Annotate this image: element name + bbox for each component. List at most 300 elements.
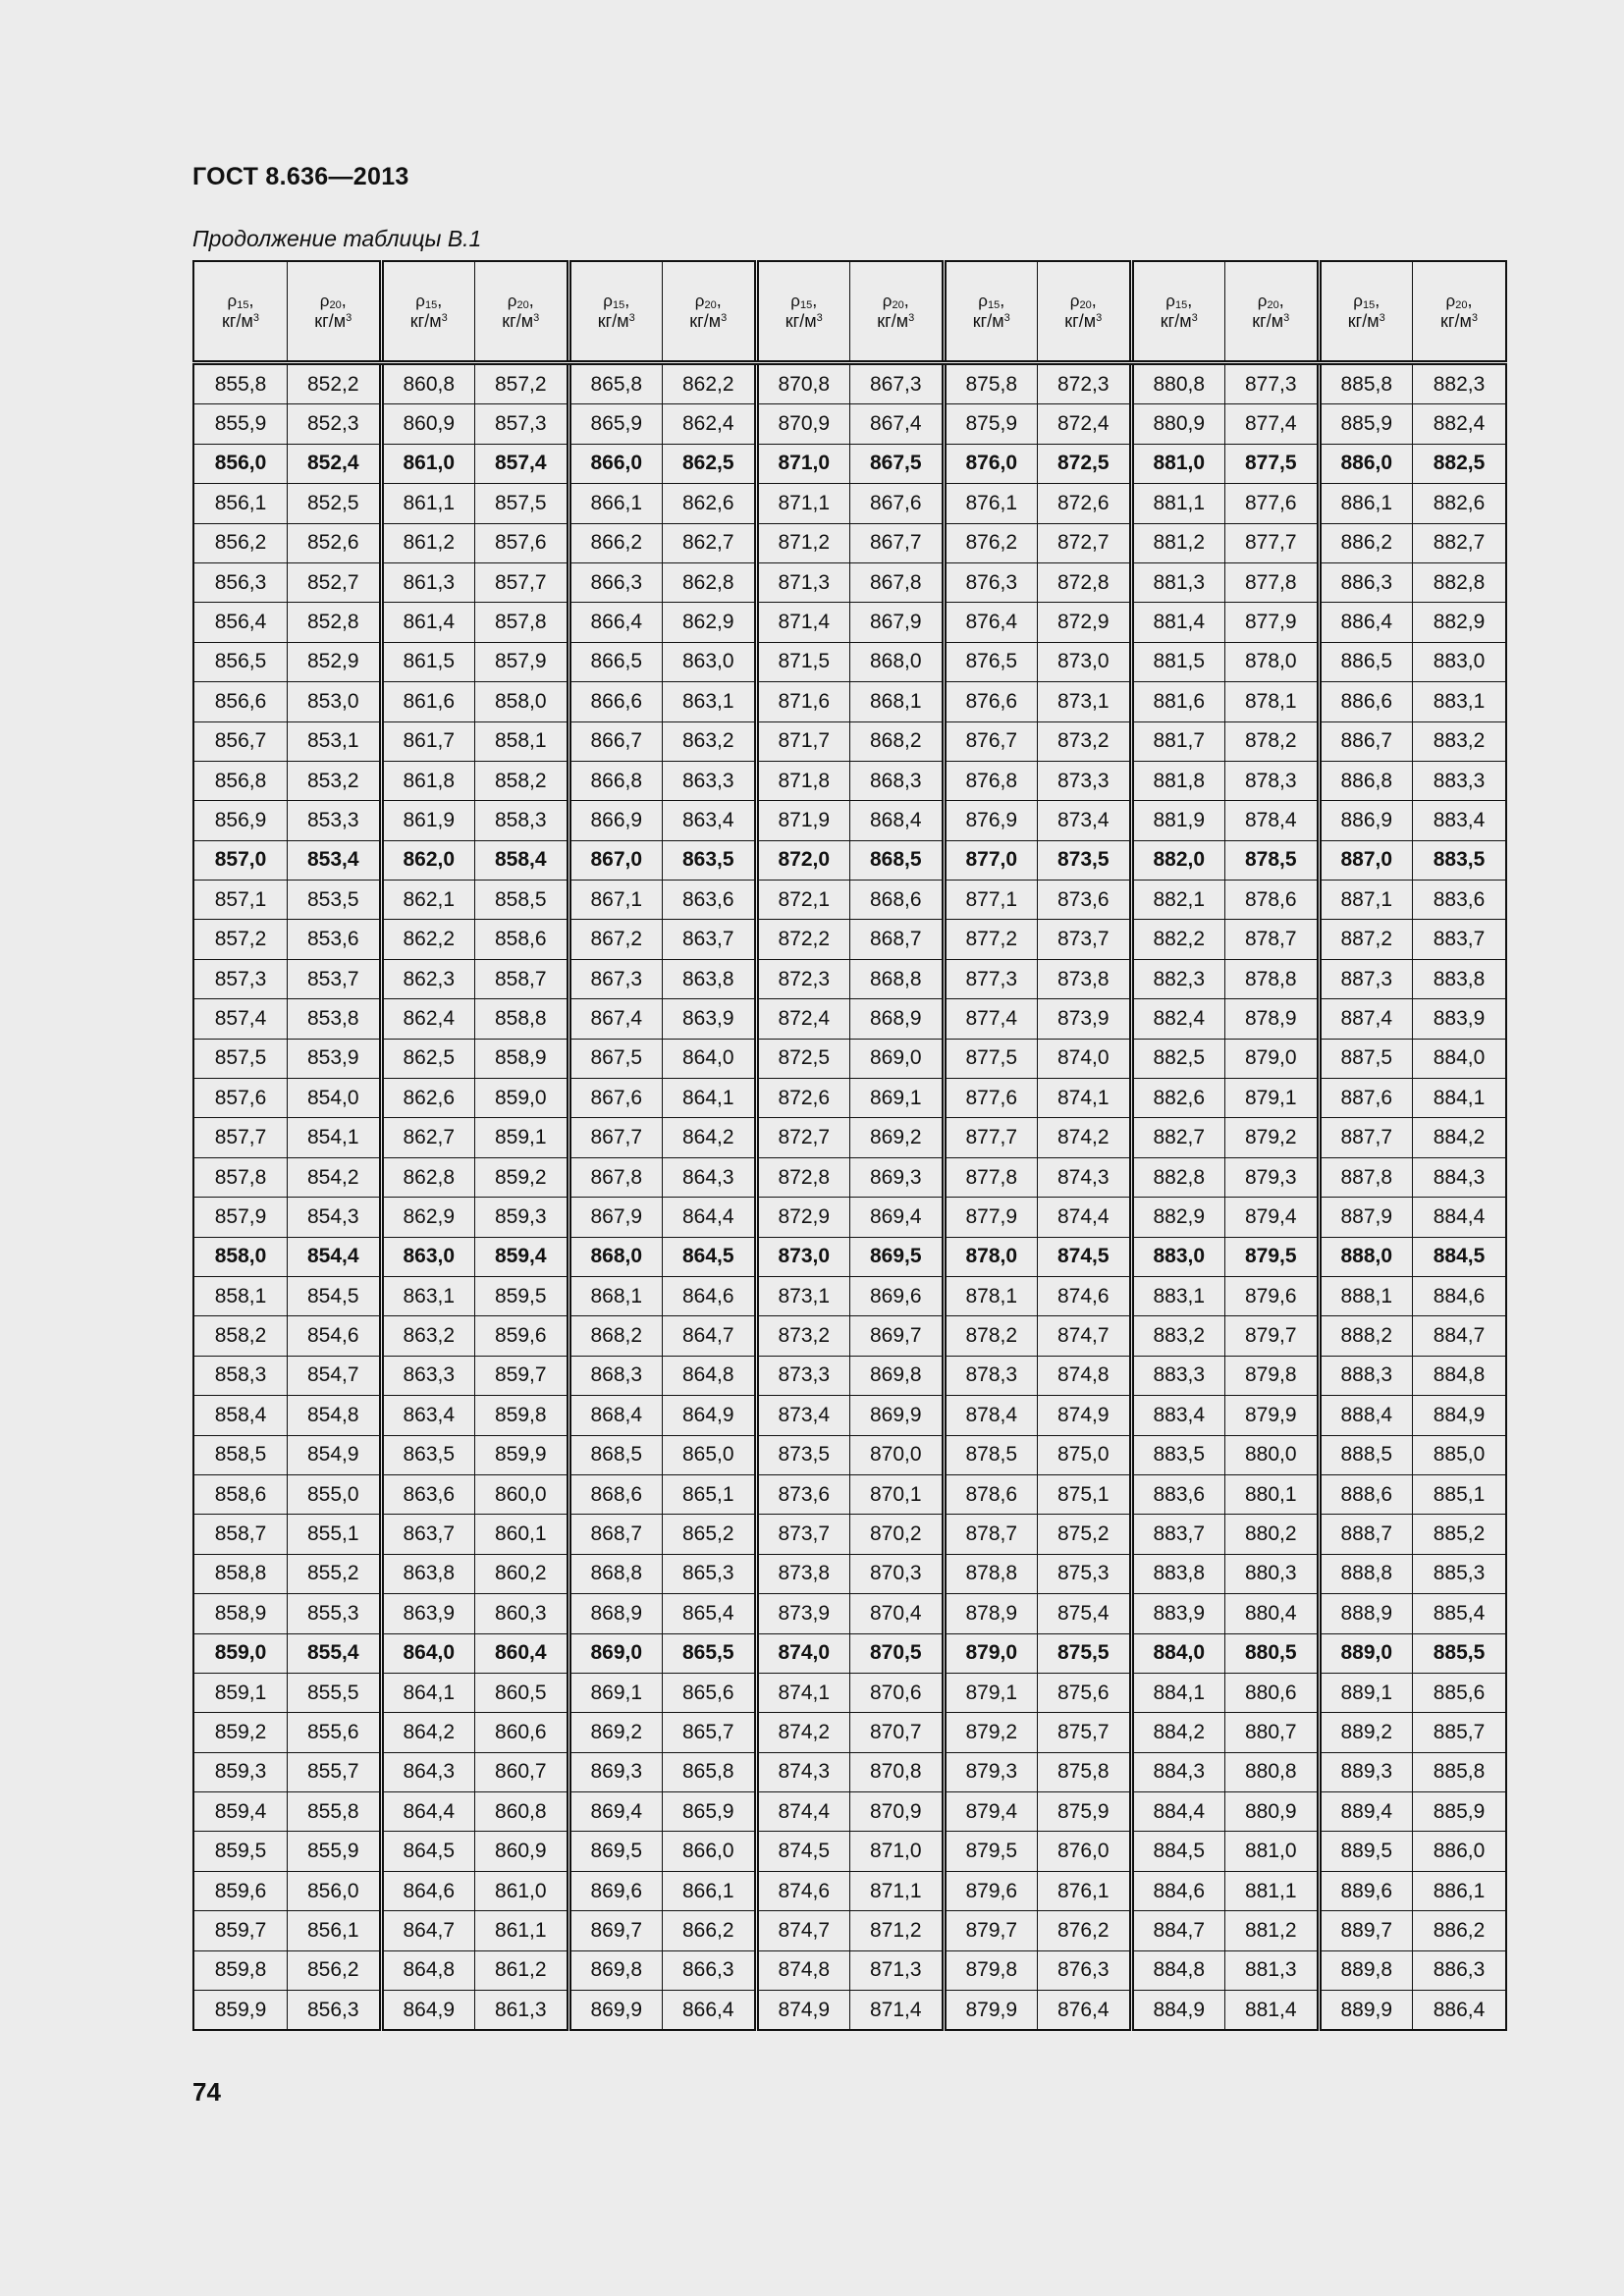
density-15-cell: 878,2 [944,1316,1038,1356]
density-15-cell: 869,0 [568,1633,663,1673]
density-20-cell: 885,3 [1413,1554,1507,1593]
density-15-cell: 879,5 [944,1832,1038,1871]
density-15-cell: 871,4 [756,603,850,642]
density-15-cell: 877,2 [944,920,1038,959]
density-20-cell: 878,6 [1225,881,1320,920]
density-20-cell: 883,1 [1413,682,1507,721]
density-20-cell: 861,3 [475,1991,569,2031]
density-20-cell: 877,8 [1225,562,1320,602]
unit-exponent: 3 [441,312,448,325]
density-20-cell: 862,4 [663,404,757,444]
density-20-cell: 859,1 [475,1118,569,1157]
density-15-cell: 872,3 [756,959,850,998]
density-15-cell: 876,3 [944,562,1038,602]
rho-symbol: ρ [978,291,988,310]
density-15-cell: 869,8 [568,1950,663,1990]
density-20-cell: 853,2 [288,761,382,800]
density-15-cell: 873,4 [756,1396,850,1435]
density-15-cell: 866,6 [568,682,663,721]
density-20-cell: 870,0 [850,1435,945,1474]
density-15-cell: 876,2 [944,523,1038,562]
density-15-cell: 862,8 [381,1157,475,1197]
density-20-cell: 859,9 [475,1435,569,1474]
density-20-cell: 882,8 [1413,562,1507,602]
density-15-cell: 871,7 [756,721,850,761]
rho-subscript: 20 [1267,298,1279,311]
density-20-cell: 870,9 [850,1792,945,1832]
density-15-cell: 859,6 [193,1871,288,1910]
density-20-cell: 862,8 [663,562,757,602]
density-15-cell: 884,9 [1131,1991,1225,2031]
density-15-cell: 856,4 [193,603,288,642]
density-20-cell: 855,4 [288,1633,382,1673]
density-15-cell: 860,8 [381,363,475,404]
density-20-cell: 870,4 [850,1594,945,1633]
density-15-cell: 884,5 [1131,1832,1225,1871]
rho-symbol: ρ [694,291,705,310]
density-15-cell: 871,6 [756,682,850,721]
density-15-cell: 867,0 [568,840,663,880]
density-20-cell: 865,6 [663,1673,757,1712]
density-20-cell: 879,9 [1225,1396,1320,1435]
density-20-cell: 863,5 [663,840,757,880]
density-15-cell: 858,1 [193,1276,288,1315]
density-20-cell: 880,9 [1225,1792,1320,1832]
density-15-cell: 858,8 [193,1554,288,1593]
density-20-cell: 886,4 [1413,1991,1507,2031]
table-row [193,1157,1506,1197]
density-15-cell: 889,1 [1319,1673,1413,1712]
density-15-cell: 886,1 [1319,484,1413,523]
density-20-cell: 857,2 [475,363,569,404]
density-15-cell: 872,4 [756,999,850,1039]
density-20-cell: 878,9 [1225,999,1320,1039]
table-row [193,1276,1506,1315]
density-15-cell: 863,3 [381,1356,475,1395]
density-20-cell: 869,3 [850,1157,945,1197]
unit-exponent: 3 [721,312,728,325]
density-15-cell: 887,0 [1319,840,1413,880]
density-15-cell: 882,3 [1131,959,1225,998]
density-15-cell: 889,5 [1319,1832,1413,1871]
density-20-cell: 874,7 [1038,1316,1132,1356]
unit-label: кг/м [597,311,629,332]
density-20-cell: 885,5 [1413,1633,1507,1673]
density-15-cell: 874,5 [756,1832,850,1871]
density-15-cell: 886,0 [1319,444,1413,483]
density-15-cell: 874,6 [756,1871,850,1910]
unit-label: кг/м [1064,311,1097,332]
density-20-cell: 874,3 [1038,1157,1132,1197]
density-15-cell: 873,7 [756,1515,850,1554]
density-20-cell: 880,6 [1225,1673,1320,1712]
density-20-cell: 864,8 [663,1356,757,1395]
density-15-cell: 870,8 [756,363,850,404]
density-15-cell: 859,0 [193,1633,288,1673]
density-15-cell: 882,4 [1131,999,1225,1039]
density-20-cell: 876,4 [1038,1991,1132,2031]
rho-subscript: 15 [612,298,625,311]
table-row [193,1039,1506,1078]
density-15-cell: 871,9 [756,801,850,840]
density-15-cell: 866,0 [568,444,663,483]
density-20-cell: 868,4 [850,801,945,840]
density-20-cell: 885,4 [1413,1594,1507,1633]
density-20-cell: 885,1 [1413,1474,1507,1514]
density-20-cell: 872,8 [1038,562,1132,602]
density-20-cell: 878,1 [1225,682,1320,721]
density-15-cell: 888,5 [1319,1435,1413,1474]
table-row [193,881,1506,920]
density-20-cell: 865,4 [663,1594,757,1633]
density-20-cell: 852,7 [288,562,382,602]
density-15-cell: 879,3 [944,1752,1038,1791]
density-15-cell: 856,3 [193,562,288,602]
density-15-cell: 875,8 [944,363,1038,404]
rho-subscript: 15 [1362,298,1376,311]
density-20-cell: 867,8 [850,562,945,602]
density-15-cell: 877,5 [944,1039,1038,1078]
unit-exponent: 3 [908,312,915,325]
density-15-cell: 882,8 [1131,1157,1225,1197]
density-15-cell: 859,2 [193,1713,288,1752]
density-20-cell: 878,0 [1225,642,1320,681]
density-20-cell: 854,6 [288,1316,382,1356]
density-20-cell: 882,3 [1413,363,1507,404]
density-15-cell: 856,6 [193,682,288,721]
density-15-cell: 877,0 [944,840,1038,880]
density-15-cell: 861,9 [381,801,475,840]
density-15-cell: 889,6 [1319,1871,1413,1910]
density-15-cell: 856,1 [193,484,288,523]
density-20-cell: 875,5 [1038,1633,1132,1673]
table-row [193,1356,1506,1395]
density-20-cell: 865,0 [663,1435,757,1474]
density-20-cell: 873,5 [1038,840,1132,880]
density-20-cell: 856,1 [288,1911,382,1950]
density-20-cell: 855,0 [288,1474,382,1514]
density-15-cell: 887,3 [1319,959,1413,998]
unit-label: кг/м [409,311,442,332]
density-20-cell: 855,7 [288,1752,382,1791]
density-15-cell: 881,9 [1131,801,1225,840]
header-row [193,261,1506,363]
rho-subscript: 20 [1455,298,1468,311]
density-15-cell: 889,8 [1319,1950,1413,1990]
density-15-cell: 857,4 [193,999,288,1039]
density-20-cell: 855,1 [288,1515,382,1554]
document-code: ГОСТ 8.636—2013 [192,163,409,190]
density-15-cell: 884,3 [1131,1752,1225,1791]
density-20-cell: 880,1 [1225,1474,1320,1514]
density-15-cell: 888,1 [1319,1276,1413,1315]
density-15-cell: 862,5 [381,1039,475,1078]
density-20-cell: 860,3 [475,1594,569,1633]
table-row [193,1515,1506,1554]
density-15-cell: 867,9 [568,1198,663,1237]
density-15-cell: 887,1 [1319,881,1413,920]
density-20-cell: 871,3 [850,1950,945,1990]
density-15-cell: 888,6 [1319,1474,1413,1514]
density-20-cell: 884,6 [1413,1276,1507,1315]
density-20-cell: 868,0 [850,642,945,681]
density-20-cell: 862,6 [663,484,757,523]
density-15-cell: 886,5 [1319,642,1413,681]
rho-symbol: ρ [507,291,517,310]
density-20-cell: 884,8 [1413,1356,1507,1395]
density-20-cell: 865,3 [663,1554,757,1593]
density-20-cell: 864,7 [663,1316,757,1356]
density-20-cell: 857,3 [475,404,569,444]
rho-symbol: ρ [227,291,238,310]
density-15-cell: 856,8 [193,761,288,800]
density-20-cell: 864,3 [663,1157,757,1197]
density-20-cell: 852,5 [288,484,382,523]
column-header: ρ15, $кг/м^3$ [756,261,850,363]
density-15-cell: 876,9 [944,801,1038,840]
density-20-cell: 855,8 [288,1792,382,1832]
density-15-cell: 864,6 [381,1871,475,1910]
density-15-cell: 866,8 [568,761,663,800]
density-20-cell: 852,4 [288,444,382,483]
density-15-cell: 882,2 [1131,920,1225,959]
density-20-cell: 867,7 [850,523,945,562]
density-15-cell: 864,8 [381,1950,475,1990]
density-20-cell: 857,8 [475,603,569,642]
density-15-cell: 864,2 [381,1713,475,1752]
density-20-cell: 864,1 [663,1079,757,1118]
unit-exponent: 3 [1096,312,1103,325]
density-15-cell: 858,5 [193,1435,288,1474]
density-20-cell: 870,6 [850,1673,945,1712]
table-caption: Продолжение таблицы В.1 [192,226,482,251]
density-15-cell: 883,7 [1131,1515,1225,1554]
density-15-cell: 882,1 [1131,881,1225,920]
density-15-cell: 880,8 [1131,363,1225,404]
density-15-cell: 855,8 [193,363,288,404]
density-15-cell: 872,2 [756,920,850,959]
density-20-cell: 864,2 [663,1118,757,1157]
rho-subscript: 20 [516,298,529,311]
rho-symbol: ρ [1257,291,1268,310]
density-20-cell: 858,4 [475,840,569,880]
rho-subscript: 20 [704,298,717,311]
density-20-cell: 855,3 [288,1594,382,1633]
density-15-cell: 882,6 [1131,1079,1225,1118]
density-15-cell: 865,9 [568,404,663,444]
density-15-cell: 886,3 [1319,562,1413,602]
density-15-cell: 861,8 [381,761,475,800]
density-20-cell: 886,3 [1413,1950,1507,1990]
density-15-cell: 881,7 [1131,721,1225,761]
density-20-cell: 853,6 [288,920,382,959]
table-row [193,603,1506,642]
density-15-cell: 883,8 [1131,1554,1225,1593]
density-15-cell: 877,1 [944,881,1038,920]
density-15-cell: 874,9 [756,1991,850,2031]
density-20-cell: 878,3 [1225,761,1320,800]
density-15-cell: 887,6 [1319,1079,1413,1118]
density-15-cell: 889,0 [1319,1633,1413,1673]
density-15-cell: 871,3 [756,562,850,602]
density-15-cell: 887,2 [1319,920,1413,959]
density-20-cell: 868,1 [850,682,945,721]
density-20-cell: 856,0 [288,1871,382,1910]
table-row [193,1118,1506,1157]
density-20-cell: 869,1 [850,1079,945,1118]
density-20-cell: 873,3 [1038,761,1132,800]
unit-label: кг/м [1252,311,1284,332]
density-20-cell: 857,6 [475,523,569,562]
density-20-cell: 867,3 [850,363,945,404]
density-20-cell: 875,8 [1038,1752,1132,1791]
density-20-cell: 873,9 [1038,999,1132,1039]
density-20-cell: 860,4 [475,1633,569,1673]
rho-subscript: 15 [987,298,1001,311]
density-20-cell: 876,0 [1038,1832,1132,1871]
density-20-cell: 884,2 [1413,1118,1507,1157]
density-20-cell: 875,0 [1038,1435,1132,1474]
table-row [193,840,1506,880]
density-20-cell: 855,5 [288,1673,382,1712]
density-15-cell: 872,1 [756,881,850,920]
rho-symbol: ρ [1445,291,1456,310]
density-conversion-table [192,260,1507,2031]
density-15-cell: 883,9 [1131,1594,1225,1633]
density-20-cell: 859,3 [475,1198,569,1237]
density-20-cell: 861,2 [475,1950,569,1990]
density-15-cell: 869,4 [568,1792,663,1832]
density-20-cell: 860,8 [475,1792,569,1832]
density-15-cell: 856,9 [193,801,288,840]
density-20-cell: 870,3 [850,1554,945,1593]
density-20-cell: 853,1 [288,721,382,761]
density-20-cell: 863,3 [663,761,757,800]
density-15-cell: 869,1 [568,1673,663,1712]
density-15-cell: 884,4 [1131,1792,1225,1832]
density-15-cell: 888,2 [1319,1316,1413,1356]
density-20-cell: 864,9 [663,1396,757,1435]
density-20-cell: 852,9 [288,642,382,681]
rho-symbol: ρ [1165,291,1175,310]
table-row [193,1316,1506,1356]
density-15-cell: 859,9 [193,1991,288,2031]
density-20-cell: 867,9 [850,603,945,642]
density-20-cell: 869,9 [850,1396,945,1435]
density-20-cell: 869,4 [850,1198,945,1237]
density-15-cell: 879,6 [944,1871,1038,1910]
unit-exponent: 3 [1003,312,1010,325]
density-15-cell: 863,9 [381,1594,475,1633]
density-20-cell: 881,2 [1225,1911,1320,1950]
density-20-cell: 858,9 [475,1039,569,1078]
density-20-cell: 865,1 [663,1474,757,1514]
density-20-cell: 865,7 [663,1713,757,1752]
density-15-cell: 881,1 [1131,484,1225,523]
density-15-cell: 862,4 [381,999,475,1039]
table-row [193,1198,1506,1237]
density-20-cell: 879,0 [1225,1039,1320,1078]
density-20-cell: 867,5 [850,444,945,483]
density-15-cell: 889,7 [1319,1911,1413,1950]
density-15-cell: 879,2 [944,1713,1038,1752]
density-20-cell: 863,7 [663,920,757,959]
density-20-cell: 884,4 [1413,1198,1507,1237]
density-15-cell: 858,7 [193,1515,288,1554]
table-row [193,1079,1506,1118]
column-header: ρ20, $кг/м^3$ [663,261,757,363]
density-20-cell: 869,7 [850,1316,945,1356]
density-15-cell: 866,9 [568,801,663,840]
density-20-cell: 878,7 [1225,920,1320,959]
density-20-cell: 853,8 [288,999,382,1039]
density-15-cell: 869,7 [568,1911,663,1950]
density-15-cell: 873,5 [756,1435,850,1474]
unit-label: кг/м [972,311,1004,332]
density-15-cell: 876,5 [944,642,1038,681]
density-15-cell: 868,7 [568,1515,663,1554]
density-20-cell: 863,8 [663,959,757,998]
table-row [193,1633,1506,1673]
density-20-cell: 867,4 [850,404,945,444]
density-20-cell: 874,5 [1038,1237,1132,1276]
density-20-cell: 864,4 [663,1198,757,1237]
density-20-cell: 870,7 [850,1713,945,1752]
density-20-cell: 884,1 [1413,1079,1507,1118]
density-15-cell: 878,9 [944,1594,1038,1633]
density-20-cell: 877,3 [1225,363,1320,404]
unit-label: кг/м [222,311,253,332]
density-20-cell: 879,6 [1225,1276,1320,1315]
density-20-cell: 859,4 [475,1237,569,1276]
table-row [193,444,1506,483]
density-15-cell: 864,7 [381,1911,475,1950]
density-15-cell: 871,1 [756,484,850,523]
density-20-cell: 885,0 [1413,1435,1507,1474]
density-20-cell: 861,0 [475,1871,569,1910]
density-15-cell: 882,9 [1131,1198,1225,1237]
density-20-cell: 853,7 [288,959,382,998]
density-20-cell: 868,5 [850,840,945,880]
density-20-cell: 884,7 [1413,1316,1507,1356]
density-20-cell: 883,7 [1413,920,1507,959]
density-15-cell: 873,8 [756,1554,850,1593]
density-15-cell: 886,8 [1319,761,1413,800]
density-20-cell: 876,3 [1038,1950,1132,1990]
density-20-cell: 883,5 [1413,840,1507,880]
density-15-cell: 879,0 [944,1633,1038,1673]
density-15-cell: 878,4 [944,1396,1038,1435]
unit-label: кг/м [785,311,817,332]
unit-exponent: 3 [533,312,540,325]
density-20-cell: 880,3 [1225,1554,1320,1593]
density-15-cell: 883,6 [1131,1474,1225,1514]
density-15-cell: 874,8 [756,1950,850,1990]
density-20-cell: 873,2 [1038,721,1132,761]
density-20-cell: 882,4 [1413,404,1507,444]
density-20-cell: 870,2 [850,1515,945,1554]
density-20-cell: 872,6 [1038,484,1132,523]
density-20-cell: 866,0 [663,1832,757,1871]
density-15-cell: 887,7 [1319,1118,1413,1157]
density-20-cell: 877,9 [1225,603,1320,642]
density-20-cell: 860,2 [475,1554,569,1593]
table-row [193,721,1506,761]
density-15-cell: 863,2 [381,1316,475,1356]
density-20-cell: 869,6 [850,1276,945,1315]
density-20-cell: 873,7 [1038,920,1132,959]
density-20-cell: 866,3 [663,1950,757,1990]
